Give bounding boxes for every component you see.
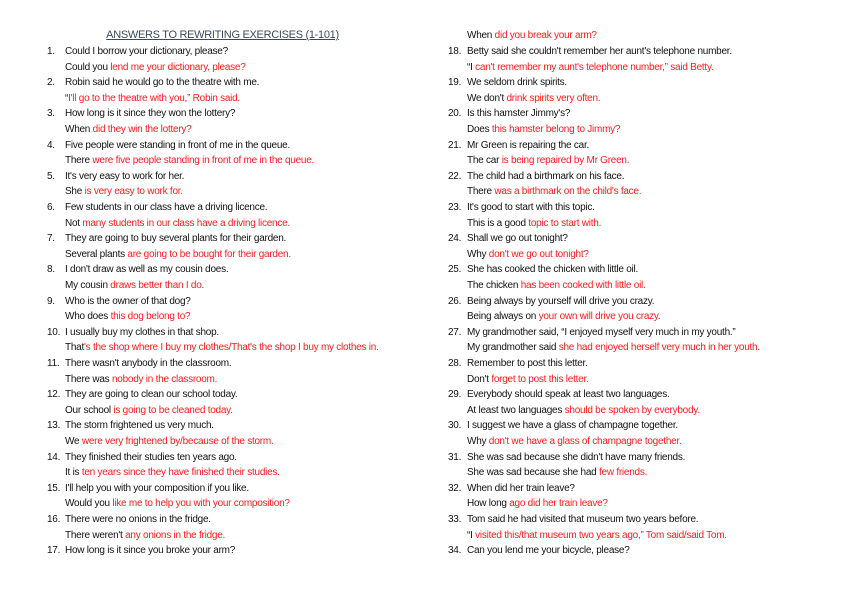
- answer-text: many students in our class have a driving licence.: [82, 217, 290, 229]
- question-line: [448, 512, 699, 528]
- question-line: [448, 262, 639, 278]
- item-number: 28.: [448, 358, 462, 369]
- answer-text: ten years since they have finished their studies.: [81, 467, 280, 479]
- question-text: How long is it since you broke your arm?: [65, 545, 236, 557]
- item-number: 30.: [448, 420, 462, 432]
- answer-line: [467, 403, 700, 419]
- answer-prefix: Don't: [467, 373, 492, 385]
- answer-text: did you break your arm?: [494, 30, 597, 42]
- question-line: [448, 325, 736, 341]
- answer-text: were five people standing in front of me in the queue.: [92, 155, 315, 167]
- item-number: 14.: [47, 451, 61, 463]
- answer-prefix: Several plants: [65, 248, 128, 260]
- question-text: Shall we go out tonight?: [467, 233, 568, 245]
- answer-prefix: Who does: [65, 311, 111, 323]
- question-text: Few students in our class have a driving licence.: [65, 202, 268, 213]
- question-text: Robin said he would go to the theatre with me.: [65, 77, 260, 89]
- question-text: Is this hamster Jimmy's?: [467, 108, 571, 120]
- answer-prefix: There was: [65, 373, 112, 385]
- answer-prefix: We: [65, 436, 82, 447]
- question-line: [47, 543, 236, 559]
- answer-line: [65, 372, 217, 388]
- answer-text: can't remember my aunt's telephone number,” said Betty.: [475, 61, 714, 73]
- answer-line: [65, 434, 274, 450]
- item-number: 13.: [47, 420, 61, 432]
- answer-text: I'll go to the theatre with you,” Robin said.: [68, 92, 240, 104]
- answer-prefix: There: [467, 186, 495, 198]
- answer-line: [65, 528, 225, 544]
- item-number: 1.: [47, 46, 55, 57]
- answer-line: [467, 122, 620, 138]
- question-text: I suggest we have a glass of champagne together.: [467, 420, 678, 432]
- question-line: [448, 106, 571, 122]
- answer-line: [467, 91, 600, 107]
- answer-text: draws better than I do.: [110, 280, 205, 291]
- answer-line: [467, 340, 760, 356]
- question-text: They are going to clean our school today.: [65, 389, 238, 401]
- answer-text: don't we have a glass of champagne together.: [488, 436, 682, 447]
- question-text: There were no onions in the fridge.: [65, 514, 211, 525]
- item-number: 10.: [47, 326, 61, 338]
- question-text: It's good to start with this topic.: [467, 202, 595, 213]
- answer-line: [467, 278, 646, 294]
- answer-line: [467, 496, 608, 512]
- answer-prefix: When: [65, 124, 93, 135]
- item-number: 23.: [448, 202, 462, 213]
- item-number: 32.: [448, 482, 462, 494]
- question-line: [47, 356, 232, 372]
- question-line: [47, 169, 185, 185]
- item-number: 21.: [448, 139, 462, 151]
- question-text: Remember to post this letter.: [467, 358, 588, 369]
- question-text: She was sad because she didn't have many friends.: [467, 451, 686, 463]
- question-line: [47, 44, 228, 60]
- answer-line: [467, 372, 589, 388]
- answer-line: [65, 340, 379, 356]
- answer-prefix: Why: [467, 436, 489, 447]
- answer-text: this hamster belong to Jimmy?: [491, 124, 621, 135]
- answer-prefix: “: [65, 92, 69, 104]
- question-line: [47, 418, 214, 434]
- question-text: How long is it since they won the lottery?: [65, 108, 236, 120]
- answer-text: don't we go out tonight?: [488, 248, 589, 260]
- item-number: 6.: [47, 202, 55, 213]
- answer-text: lend me your dictionary, please?: [110, 61, 246, 73]
- item-number: 11.: [47, 358, 60, 369]
- answer-prefix: “I: [467, 61, 476, 73]
- question-text: They are going to buy several plants for their garden.: [65, 233, 287, 245]
- item-number: 34.: [448, 545, 462, 557]
- answer-prefix: At least two languages: [467, 404, 565, 416]
- answer-line: [65, 309, 190, 325]
- question-text: Five people were standing in front of me in the queue.: [65, 139, 290, 151]
- question-text: She has cooked the chicken with little oil.: [467, 264, 639, 276]
- answer-line: [467, 528, 727, 544]
- question-line: [448, 169, 625, 185]
- question-line: [448, 200, 595, 216]
- answer-prefix: This is a good: [467, 217, 529, 229]
- item-number: 18.: [448, 46, 462, 57]
- answer-line: [65, 247, 291, 263]
- item-number: 9.: [47, 295, 55, 307]
- item-number: 22.: [448, 170, 462, 182]
- answer-prefix: Could you: [65, 61, 111, 73]
- answer-text: she had enjoyed herself very much in her youth.: [558, 342, 760, 354]
- question-text: Everybody should speak at least two languages.: [467, 389, 670, 401]
- answer-line: [65, 403, 233, 419]
- answer-text: is going to be cleaned today.: [113, 404, 233, 416]
- question-line: [47, 106, 236, 122]
- answer-line: [65, 465, 280, 481]
- item-number: 33.: [448, 514, 462, 525]
- question-text: I don't draw as well as my cousin does.: [65, 264, 229, 276]
- item-number: 2.: [47, 77, 55, 89]
- question-text: When did her train leave?: [467, 482, 575, 494]
- answer-prefix: Being always on: [467, 311, 539, 323]
- answer-line: [65, 60, 246, 76]
- answer-text: few friends.: [598, 467, 648, 479]
- question-text: There wasn't anybody in the classroom.: [65, 358, 232, 369]
- answer-text: forget to post this letter.: [491, 373, 589, 385]
- answer-line: [467, 184, 641, 200]
- question-text: They finished their studies ten years ago.: [65, 451, 237, 463]
- item-number: 27.: [448, 326, 462, 338]
- question-text: Who is the owner of that dog?: [65, 295, 191, 307]
- question-line: [47, 450, 237, 466]
- answer-prefix: Why: [467, 248, 489, 260]
- item-number: 31.: [448, 451, 462, 463]
- item-number: 15.: [47, 482, 61, 494]
- answer-line: [65, 216, 290, 232]
- answer-text: is very easy to work for.: [84, 186, 183, 198]
- answer-line: [65, 122, 191, 138]
- item-number: 29.: [448, 389, 462, 401]
- answer-prefix: She was sad because she had: [467, 467, 599, 479]
- answer-text: this dog belong to?: [110, 311, 191, 323]
- question-text: Betty said she couldn't remember her aunt's telephone number.: [467, 46, 732, 57]
- question-line: [448, 387, 670, 403]
- question-text: We seldom drink spirits.: [467, 77, 567, 89]
- answer-line: [467, 434, 682, 450]
- question-line: [47, 294, 191, 310]
- answer-text: your own will drive you crazy.: [538, 311, 661, 323]
- item-number: 26.: [448, 295, 462, 307]
- question-text: The storm frightened us very much.: [65, 420, 214, 432]
- question-line: [47, 325, 219, 341]
- answer-text: topic to start with.: [528, 217, 602, 229]
- answer-line: [467, 247, 589, 263]
- answer-prefix: Would you: [65, 498, 113, 510]
- answer-line: [65, 91, 240, 107]
- item-number: 17.: [47, 545, 61, 557]
- answer-text: did they win the lottery?: [92, 124, 192, 135]
- answer-prefix: My grandmother said: [467, 342, 559, 354]
- item-number: 12.: [47, 389, 61, 401]
- question-line: [448, 294, 655, 310]
- answer-line: [467, 216, 601, 232]
- answer-prefix: When: [467, 30, 495, 42]
- item-number: 5.: [47, 170, 55, 182]
- answer-line: [467, 309, 660, 325]
- question-line: [448, 138, 589, 154]
- answer-line: [65, 184, 183, 200]
- answer-prefix: Not: [65, 217, 83, 229]
- answer-prefix: The car: [467, 155, 502, 167]
- item-number: 4.: [47, 139, 55, 151]
- question-line: [448, 75, 567, 91]
- answer-text: visited this/that museum two years ago,” Tom said/said Tom.: [475, 529, 727, 541]
- item-number: 19.: [448, 77, 462, 89]
- answer-text: ago did her train leave?: [509, 498, 608, 510]
- question-text: My grandmother said, “I enjoyed myself very much in my youth.”: [467, 326, 736, 338]
- answer-text: should be spoken by everybody.: [564, 404, 700, 416]
- answer-text: like me to help you with your composition?: [112, 498, 290, 510]
- question-line: [448, 450, 686, 466]
- answer-text: is being repaired by Mr Green.: [501, 155, 630, 167]
- question-text: Tom said he had visited that museum two years before.: [467, 514, 699, 525]
- item-number: 20.: [448, 108, 462, 120]
- answer-line: [467, 153, 629, 169]
- answer-text: any onions in the fridge.: [125, 529, 226, 541]
- answer-prefix: There: [65, 155, 93, 167]
- question-text: Being always by yourself will drive you crazy.: [467, 295, 655, 307]
- answer-prefix: How long: [467, 498, 510, 510]
- question-text: The child had a birthmark on his face.: [467, 170, 625, 182]
- answer-text: were very frightened by/because of the storm.: [81, 436, 274, 447]
- answer-line: [467, 465, 647, 481]
- item-number: 16.: [47, 514, 61, 525]
- answer-prefix: The chicken: [467, 280, 521, 291]
- question-line: [448, 231, 568, 247]
- question-line: [47, 262, 229, 278]
- question-text: Mr Green is repairing the car.: [467, 139, 589, 151]
- answer-text: 's the shop where I buy my clothes/That's the shop I buy my clothes in.: [84, 342, 379, 354]
- item-number: 8.: [47, 264, 55, 276]
- answer-line: [65, 496, 290, 512]
- item-number: 3.: [47, 108, 55, 120]
- answer-text: was a birthmark on the child's face.: [494, 186, 642, 198]
- question-line: [448, 44, 732, 60]
- answer-text: nobody in the classroom.: [111, 373, 218, 385]
- question-line: [47, 138, 290, 154]
- item-number: 25.: [448, 264, 462, 276]
- answer-prefix: My cousin: [65, 280, 111, 291]
- question-line: [448, 543, 630, 559]
- answer-line: [467, 28, 597, 44]
- answer-line: [467, 60, 713, 76]
- question-line: [448, 481, 575, 497]
- question-line: [47, 200, 268, 216]
- item-number: 7.: [47, 233, 55, 245]
- question-line: [47, 231, 287, 247]
- question-line: [47, 387, 238, 403]
- question-line: [448, 418, 678, 434]
- answer-prefix: Our school: [65, 404, 114, 416]
- answer-prefix: “I: [467, 529, 476, 541]
- item-number: 24.: [448, 233, 462, 245]
- question-text: I'll help you with your composition if you like.: [65, 482, 249, 494]
- answer-prefix: Does: [467, 124, 492, 135]
- question-line: [47, 75, 260, 91]
- question-text: Could I borrow your dictionary, please?: [65, 46, 228, 57]
- answer-prefix: There weren't: [65, 529, 126, 541]
- answer-text: drink spirits very often.: [506, 92, 601, 104]
- question-text: It's very easy to work for her.: [65, 170, 185, 182]
- answer-line: [65, 153, 314, 169]
- question-line: [47, 481, 249, 497]
- answer-line: [65, 278, 204, 294]
- question-line: [448, 356, 588, 372]
- answer-text: are going to be bought for their garden.: [127, 248, 291, 260]
- page-title: ANSWERS TO REWRITING EXERCISES (1-101): [106, 29, 339, 41]
- answer-prefix: It is: [65, 467, 82, 479]
- answer-prefix: That: [65, 342, 85, 354]
- question-line: [47, 512, 211, 528]
- answer-prefix: We don't: [467, 92, 507, 104]
- question-text: I usually buy my clothes in that shop.: [65, 326, 219, 338]
- answer-prefix: She: [65, 186, 85, 198]
- question-text: Can you lend me your bicycle, please?: [467, 545, 630, 557]
- answer-text: has been cooked with little oil.: [520, 280, 646, 291]
